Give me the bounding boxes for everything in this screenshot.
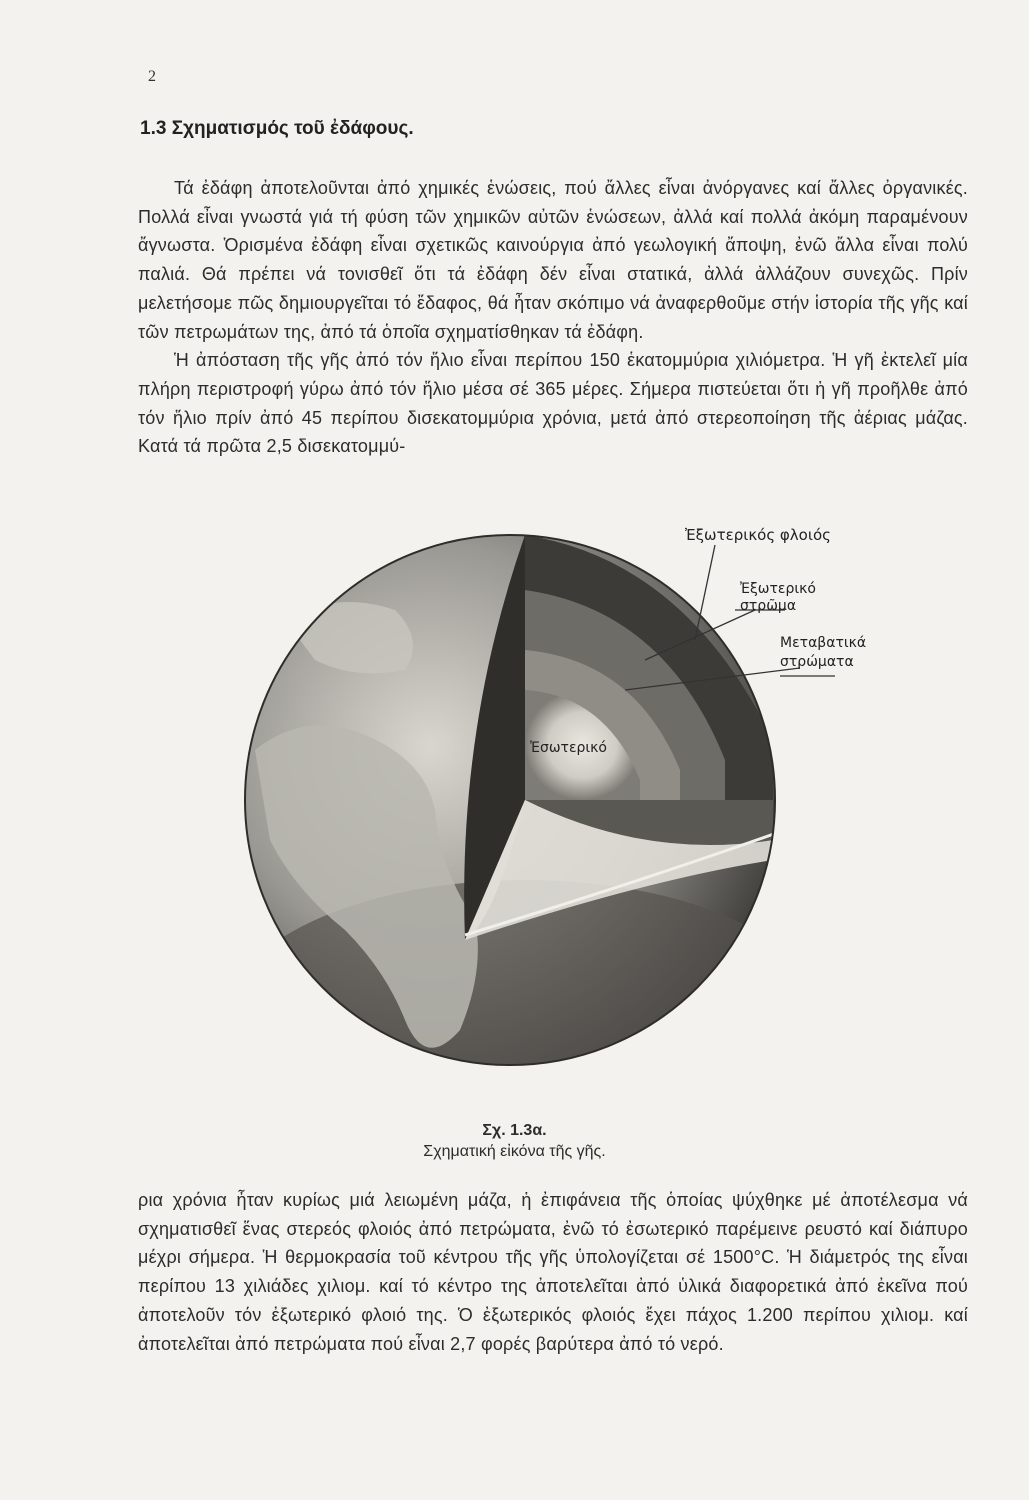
earth-cutaway-illustration — [225, 500, 925, 1100]
label-outer-crust: Ἐξωτερικός φλοιός — [685, 526, 831, 544]
figure-caption: Σχηματική εἰκόνα τῆς γῆς. — [423, 1143, 606, 1160]
paragraph-2 — [138, 1186, 968, 1358]
label-inner: Ἐσωτερικό — [530, 740, 607, 756]
paragraph-1b: Ἡ ἀπόσταση τῆς γῆς ἀπό τόν ἥλιο εἶναι περίπου 150 ἑκατομμύρια χιλιόμετρα. Ἡ γῆ ἐκτελεῖ μία πλήρη περιστροφή γύρω ἀπό τόν ἥλιο μέσα σέ 365 μέρες. Σήμερα πιστεύεται ὅτι ἡ γῆ προῆλθε ἀπό τόν ἥλιο πρίν ἀπό 45 περίπου δισεκατομμύρια χρόνια, μετά ἀπό στερεοποίηση τῆς ἀέριας μάζας. Κατά τά πρῶτα 2,5 δισεκατομμύ- — [138, 350, 968, 457]
label-transitional-1: Μεταβατικά — [780, 635, 867, 651]
earth-figure — [225, 500, 925, 1100]
label-outer-layer-1: Ἐξωτερικό — [740, 581, 816, 597]
label-transitional-2: στρώματα — [780, 654, 854, 670]
paragraph-2-text: ρια χρόνια ἦταν κυρίως μιά λειωμένη μάζα, ἡ ἐπιφάνεια τῆς ὁποίας ψύχθηκε μέ ἀποτέλεσμα νά σχηματισθεῖ ἕνας στερεός φλοιός ἀπό πετρώματα, ἐνῶ τό ἐσωτερικό παρέμεινε ρευστό καί διάπυρο μέχρι σήμερα. Ἡ θερμοκρασία τοῦ κέντρου τῆς γῆς ὑπολογίζεται σέ 1500°C. Ἡ διάμετρός της εἶναι περίπου 13 χιλιάδες χιλιομ. καί τό κέντρο της ἀποτελεῖται ἀπό ὑλικά διαφορετικά ἀπό ἐκεῖνα πού ἀποτελοῦν τόν ἐξωτερικό φλοιό της. Ὁ ἐξωτερικός φλοιός ἔχει πάχος 1.200 περίπου χιλιομ. καί ἀποτελεῖται ἀπό πετρώματα πού εἶναι 2,7 φορές βαρύτερα ἀπό τό νερό. — [138, 1190, 968, 1354]
section-heading: 1.3 Σχηματισμός τοῦ ἐδάφους. — [140, 118, 414, 139]
paragraph-1 — [138, 174, 968, 461]
label-outer-layer-2: στρῶμα — [740, 598, 797, 614]
figure-number: Σχ. 1.3α. — [482, 1122, 547, 1139]
paragraph-1a: Τά ἐδάφη ἀποτελοῦνται ἀπό χημικές ἑνώσεις, πού ἄλλες εἶναι ἀνόργανες καί ἄλλες ὀργανικές. Πολλά εἶναι γνωστά γιά τή φύση τῶν χημικῶν αὐτῶν ἑνώσεων, ἀλλά καί πολλά ἀκόμη παραμένουν ἄγνωστα. Ὁρισμένα ἐδάφη εἶναι σχετικῶς καινούργια ἀπό γεωλογική ἄποψη, ἐνῶ ἄλλα εἶναι πολύ παλιά. Θά πρέπει νά τονισθεῖ ὅτι τά ἐδάφη δέν εἶναι στατικά, ἀλλά ἀλλάζουν συνεχῶς. Πρίν μελετήσομε πῶς δημιουργεῖται τό ἔδαφος, θά ἦταν σκόπιμο νά ἀναφερθοῦμε στήν ἱστορία τῆς γῆς καί τῶν πετρωμάτων της, ἀπό τά ὁποῖα σχηματίσθηκαν τά ἐδάφη. — [138, 178, 968, 342]
page-number: 2 — [148, 68, 156, 85]
